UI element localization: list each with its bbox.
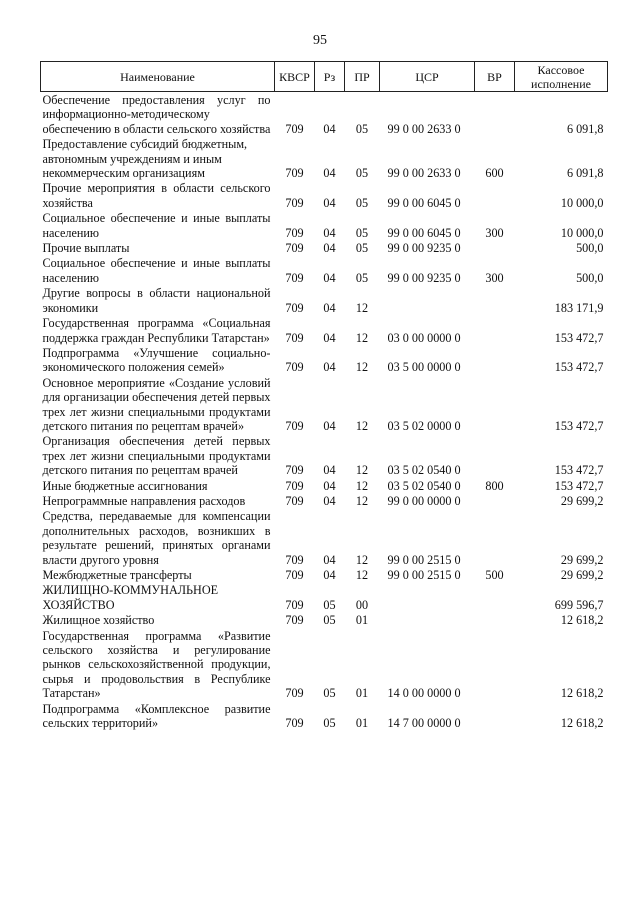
row-pr: 12 (355, 300, 369, 315)
row-csr: 03 5 02 0540 0 (387, 478, 461, 493)
row-rz: 04 (323, 166, 336, 181)
row-pr: 05 (355, 195, 369, 210)
row-sum: 6 091,8 (566, 166, 604, 181)
row-name: Социальное обеспечение и иные выплаты населению (42, 256, 271, 285)
row-csr: 03 5 00 0000 0 (387, 360, 461, 375)
row-pr: 05 (355, 241, 369, 256)
row-vr (475, 493, 515, 508)
row-sum: 12 618,2 (560, 686, 604, 701)
table-row (41, 255, 608, 285)
row-name: Подпрограмма «Улучшение социально-экономического положения семей» (42, 345, 271, 375)
row-rz: 04 (323, 568, 336, 582)
row-pr: 05 (355, 166, 369, 181)
row-csr: 14 0 00 0000 0 (387, 686, 461, 701)
row-vr: 800 (485, 478, 504, 493)
row-sum: 500,0 (576, 270, 604, 285)
row-sum: 500,0 (576, 241, 604, 256)
row-sum: 29 699,2 (560, 568, 604, 582)
table-row (41, 285, 608, 315)
row-name: ЖИЛИЩНО-КОММУНАЛЬНОЕ ХОЗЯЙСТВО (42, 583, 219, 612)
row-name: Межбюджетные трансферты (42, 568, 192, 582)
table-row (41, 92, 608, 137)
row-kvsr: 709 (285, 166, 304, 181)
row-kvsr: 709 (285, 493, 304, 508)
table-row (41, 701, 608, 731)
row-rz: 05 (323, 716, 336, 731)
row-rz: 05 (323, 597, 336, 612)
row-kvsr: 709 (285, 716, 304, 731)
row-pr: 12 (355, 568, 369, 582)
row-name: Государственная программа «Развитие сельского хозяйства и регулирование рынков сельскохозяйственной продукции, сырья и продовольствия в Республике Татарстан» (42, 628, 271, 701)
row-csr: 99 0 00 6045 0 (387, 195, 461, 210)
header-vr: ВР (475, 62, 515, 92)
row-vr: 600 (485, 166, 504, 181)
row-vr (475, 628, 515, 701)
row-vr (475, 508, 515, 567)
row-name: Иные бюджетные ассигнования (42, 478, 208, 493)
table-row (41, 136, 608, 180)
row-kvsr: 709 (285, 121, 304, 136)
row-vr (475, 345, 515, 375)
row-csr: 99 0 00 2515 0 (387, 552, 461, 567)
table-row (41, 478, 608, 493)
row-csr: 99 0 00 6045 0 (387, 225, 461, 240)
table-row (41, 628, 608, 701)
row-pr: 05 (355, 225, 369, 240)
row-rz: 04 (323, 552, 336, 567)
row-rz: 04 (323, 360, 336, 375)
row-sum: 153 472,7 (554, 418, 604, 433)
row-sum: 153 472,7 (554, 330, 604, 345)
row-sum: 6 091,8 (566, 121, 604, 136)
row-sum: 153 472,7 (554, 478, 604, 493)
table-row (41, 180, 608, 210)
row-name: Непрограммные направления расходов (42, 493, 246, 508)
row-pr: 12 (355, 463, 369, 478)
row-kvsr: 709 (285, 418, 304, 433)
header-rz: Рз (315, 62, 345, 92)
row-rz: 04 (323, 463, 336, 478)
row-sum: 699 596,7 (554, 597, 604, 612)
table-header-row (41, 62, 608, 92)
row-vr: 500 (485, 568, 504, 582)
row-csr: 99 0 00 0000 0 (387, 493, 461, 508)
row-pr: 01 (355, 686, 369, 701)
table-body (41, 92, 608, 731)
table-row (41, 567, 608, 582)
row-name: Предоставление субсидий бюджетным, автономным учреждениям и иным некоммерческим организациям (42, 137, 248, 181)
row-kvsr: 709 (285, 330, 304, 345)
row-name: Другие вопросы в области национальной экономики (42, 286, 271, 315)
row-kvsr: 709 (285, 300, 304, 315)
row-sum: 10 000,0 (560, 225, 604, 240)
row-kvsr: 709 (285, 270, 304, 285)
table-row (41, 375, 608, 434)
row-pr: 12 (355, 552, 369, 567)
row-csr: 03 5 02 0000 0 (387, 418, 461, 433)
row-vr (475, 180, 515, 210)
row-vr (475, 701, 515, 731)
row-name: Основное мероприятие «Создание условий для организации обеспечения детей первых трех лет жизни специальными продуктами детского питания по рецептам врачей» (42, 375, 271, 433)
row-kvsr: 709 (285, 613, 304, 628)
table-row (41, 508, 608, 567)
row-rz: 05 (323, 613, 336, 628)
row-csr (380, 285, 475, 315)
row-pr: 00 (355, 597, 369, 612)
row-sum: 153 472,7 (554, 360, 604, 375)
row-rz: 04 (323, 195, 336, 210)
row-vr (475, 285, 515, 315)
row-pr: 12 (355, 478, 369, 493)
row-sum: 153 472,7 (554, 463, 604, 478)
header-csr: ЦСР (380, 62, 475, 92)
row-csr: 99 0 00 9235 0 (387, 270, 461, 285)
row-name: Подпрограмма «Комплексное развитие сельских территорий» (42, 701, 271, 731)
row-rz: 05 (323, 686, 336, 701)
row-pr: 05 (355, 121, 369, 136)
row-name: Средства, передаваемые для компенсации дополнительных расходов, возникших в результате решений, принятых органами власти другого уровня (42, 509, 271, 567)
row-kvsr: 709 (285, 225, 304, 240)
row-kvsr: 709 (285, 568, 304, 582)
header-name: Наименование (41, 62, 275, 92)
row-pr: 01 (355, 716, 369, 731)
row-pr: 01 (355, 613, 369, 628)
row-vr (475, 315, 515, 345)
page-number: 95 (313, 33, 327, 48)
row-pr: 05 (355, 270, 369, 285)
row-csr: 03 0 00 0000 0 (387, 330, 461, 345)
row-sum: 29 699,2 (560, 493, 604, 508)
table-row (41, 210, 608, 240)
table-row (41, 433, 608, 477)
row-csr: 99 0 00 2633 0 (387, 121, 461, 136)
row-vr (475, 92, 515, 137)
budget-table (40, 61, 608, 730)
row-rz: 04 (323, 330, 336, 345)
row-rz: 04 (323, 418, 336, 433)
row-kvsr: 709 (285, 360, 304, 375)
row-pr: 12 (355, 418, 369, 433)
row-rz: 04 (323, 493, 336, 508)
table-row (41, 612, 608, 627)
row-vr (475, 612, 515, 627)
row-csr: 99 0 00 2515 0 (387, 568, 461, 582)
row-rz: 04 (323, 270, 336, 285)
row-kvsr: 709 (285, 686, 304, 701)
row-rz: 04 (323, 300, 336, 315)
row-rz: 04 (323, 225, 336, 240)
table-row (41, 493, 608, 508)
row-kvsr: 709 (285, 195, 304, 210)
row-kvsr: 709 (285, 478, 304, 493)
row-vr: 300 (485, 225, 504, 240)
row-vr: 300 (485, 270, 504, 285)
row-sum: 29 699,2 (560, 552, 604, 567)
row-sum: 183 171,9 (554, 300, 604, 315)
row-name: Прочие выплаты (42, 241, 130, 256)
table-row (41, 315, 608, 345)
row-kvsr: 709 (285, 463, 304, 478)
row-csr: 99 0 00 2633 0 (387, 166, 461, 181)
row-csr (380, 612, 475, 627)
table-row (41, 345, 608, 375)
row-vr (475, 375, 515, 434)
header-kvsr: КВСР (275, 62, 315, 92)
row-pr: 12 (355, 360, 369, 375)
row-vr (475, 240, 515, 255)
row-kvsr: 709 (285, 241, 304, 256)
row-rz: 04 (323, 241, 336, 256)
row-kvsr: 709 (285, 552, 304, 567)
row-rz: 04 (323, 121, 336, 136)
row-name: Государственная программа «Социальная поддержка граждан Республики Татарстан» (42, 316, 271, 345)
row-csr: 99 0 00 9235 0 (387, 241, 461, 256)
row-rz: 04 (323, 478, 336, 493)
row-sum: 12 618,2 (560, 613, 604, 628)
header-sum: Кассовое исполнение (515, 62, 608, 92)
row-kvsr: 709 (285, 597, 304, 612)
row-csr: 03 5 02 0540 0 (387, 463, 461, 478)
row-name: Социальное обеспечение и иные выплаты населению (42, 211, 271, 240)
header-pr: ПР (345, 62, 380, 92)
row-csr: 14 7 00 0000 0 (387, 716, 461, 731)
row-csr (380, 582, 475, 612)
table-row (41, 240, 608, 255)
row-sum: 10 000,0 (560, 195, 604, 210)
row-sum: 12 618,2 (560, 716, 604, 731)
row-vr (475, 582, 515, 612)
row-vr (475, 433, 515, 477)
row-name: Жилищное хозяйство (42, 613, 155, 628)
row-name: Прочие мероприятия в области сельского хозяйства (42, 181, 271, 210)
row-name: Обеспечение предоставления услуг по информационно-методическому обеспечению в области сельского хозяйства (42, 93, 271, 136)
row-pr: 12 (355, 330, 369, 345)
row-pr: 12 (355, 493, 369, 508)
row-name: Организация обеспечения детей первых трех лет жизни специальными продуктами детского питания по рецептам врачей (42, 434, 271, 478)
table-row (41, 582, 608, 612)
